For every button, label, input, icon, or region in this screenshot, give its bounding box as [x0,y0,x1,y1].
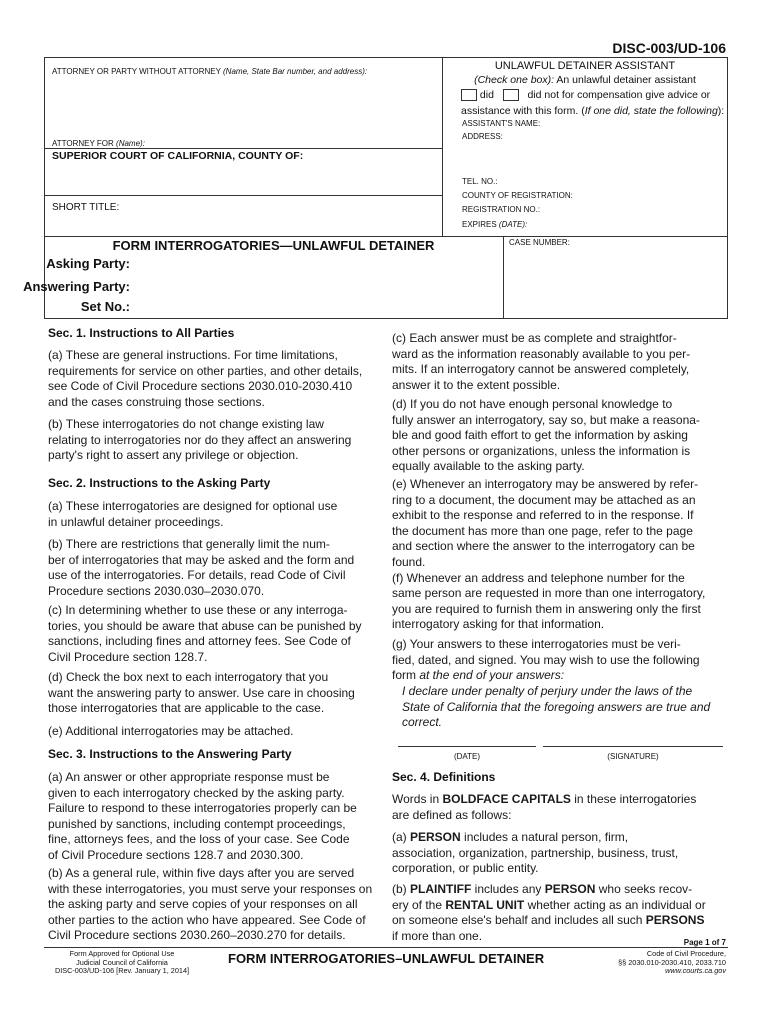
short-title-label: SHORT TITLE: [52,202,120,213]
s3c: (c) Each answer must be as complete and straightfor- ward as the information reasonably available to you per- mits. If an interrogatory cannot be answered completely, answer it to the extent possible. [392,331,691,392]
s2e: (e) Additional interrogatories may be attached. [48,724,294,738]
sec1-heading: Sec. 1. Instructions to All Parties [48,326,235,340]
sec4-heading: Sec. 4. Definitions [392,770,496,784]
form-id: DISC-003/UD-106 [612,40,726,56]
form-title: FORM INTERROGATORIES—UNLAWFUL DETAINER [112,238,435,253]
s2b: (b) There are restrictions that generally limit the num- ber of interrogatories that may be asked and the form and use of the interrogatories. For details, read Code of Civil Procedure sections 2030.030–2030.070. [48,537,355,598]
s4a: (a) PERSON includes a natural person, firm, association, organization, partnership, business, trust, corporation, or public entity. [392,830,679,876]
reg-no-label: REGISTRATION NO.: [462,205,541,214]
did-not-label: did not for compensation give advice or [527,89,711,101]
signature-label: (SIGNATURE) [607,752,659,761]
footer-right: Code of Civil Procedure, §§ 2030.010-2030.410, 2033.710 www.courts.ca.gov [618,949,726,976]
divider [503,236,504,319]
court-label: SUPERIOR COURT OF CALIFORNIA, COUNTY OF: [52,150,304,162]
asking-party-label: Asking Party: [46,256,130,271]
declaration: I declare under penalty of perjury under the laws of the State of California that the foregoing answers are true and correct. [402,684,711,730]
footer-title: FORM INTERROGATORIES–UNLAWFUL DETAINER [228,951,545,966]
courts-link[interactable]: www.courts.ca.gov [665,966,726,976]
uda-title: UNLAWFUL DETAINER ASSISTANT [494,60,676,72]
sec3-heading: Sec. 3. Instructions to the Answering Party [48,747,292,761]
s4-intro: Words in BOLDFACE CAPITALS in these interrogatories are defined as follows: [392,792,697,822]
assistance-text: assistance with this form. (If one did, state the following): [461,105,725,117]
s4b: (b) PLAINTIFF includes any PERSON who seeks recov- ery of the RENTAL UNIT whether acting as an individual or on someone else's behalf and includes all such PERSONS if more than one. [392,882,706,943]
uda-check-text: (Check one box): An unlawful detainer assistant [474,74,696,86]
s3e-f: (e) Whenever an interrogatory may be answered by refer- ring to a document, the document may be attached as an exhibit to the response and referred to in the response. If the document has more than one page, refer to the page and section where the answer to the interrogatory can be found. (f) Whenever an address and telephone number for the same person are requested in more than one interrogatory, you are required to furnish them in answering only the first interrogatory asking for that information. [392,477,706,632]
s2c: (c) In determining whether to use these or any interroga- tories, you should be aware that abuse can be punished by sanctions, including fines and attorney fees. See Code of Civil Procedure section 128.7. [48,603,362,664]
answering-party-label: Answering Party: [23,279,130,294]
s3g: (g) Your answers to these interrogatories must be veri- fied, dated, and signed. You may wish to use the following form at the end of your answers: [392,637,700,683]
s2d: (d) Check the box next to each interrogatory that you want the answering party to answer. Use care in choosing those interrogatories that are applicable to the case. [48,670,355,716]
divider [44,236,728,237]
did-options [461,89,710,101]
s3b: (b) As a general rule, within five days after you are served with these interrogatories, you must serve your responses on the asking party and serve copies of your responses on all other parties to the action who have appeared. See Code of Civil Procedure sections 2030.260–2030.270 for details. [48,866,373,943]
attorney-label: ATTORNEY OR PARTY WITHOUT ATTORNEY (Name, State Bar number, and address): [52,67,368,76]
s1b: (b) These interrogatories do not change existing law relating to interrogatories nor do they affect an answering party's right to assert any privilege or objection. [48,417,352,463]
s3a: (a) An answer or other appropriate response must be given to each interrogatory checked by the asking party. Failure to respond to these interrogatories properly can be punished by sanctions, including contempt proceedings, fine, attorneys fees, and the loss of your case. See Code of Civil Procedure sections 128.7 and 2030.300. [48,770,357,862]
tel-label: TEL. NO.: [462,177,498,186]
attorney-for-label: ATTORNEY FOR (Name): [52,139,145,148]
date-label: (DATE) [453,752,481,761]
case-number-label: CASE NUMBER: [509,238,570,247]
footer-rule [44,947,728,948]
signature-line [543,746,723,747]
address-label: ADDRESS: [462,132,503,141]
page-number: Page 1 of 7 [683,938,726,947]
s3d: (d) If you do not have enough personal knowledge to fully answer an interrogatory, say so, but make a reasona- ble and good faith effort to get the information by asking other persons or organizations, unless the information is equally available to the asking party. [392,397,700,474]
assistant-name-label: ASSISTANT'S NAME: [462,119,541,128]
s2a: (a) These interrogatories are designed for optional use in unlawful detainer proceedings. [48,499,338,529]
did-label: did [479,89,494,101]
sec2-heading: Sec. 2. Instructions to the Asking Party [48,476,271,490]
divider [44,195,442,196]
did-not-checkbox[interactable] [503,89,519,101]
s1a: (a) These are general instructions. For time limitations, requirements for service on other parties, and other details, see Code of Civil Procedure sections 2030.010-2030.410 and the cases construing those sections. [48,348,363,409]
footer-left: Form Approved for Optional Use Judicial Council of California DISC-003/UD-106 [Rev. January 1, 2014] [54,949,190,976]
county-reg-label: COUNTY OF REGISTRATION: [462,191,573,200]
expires-label: EXPIRES (DATE): [462,220,528,229]
date-line [398,746,536,747]
set-no-label: Set No.: [80,299,130,314]
divider [44,148,442,149]
did-checkbox[interactable] [461,89,477,101]
